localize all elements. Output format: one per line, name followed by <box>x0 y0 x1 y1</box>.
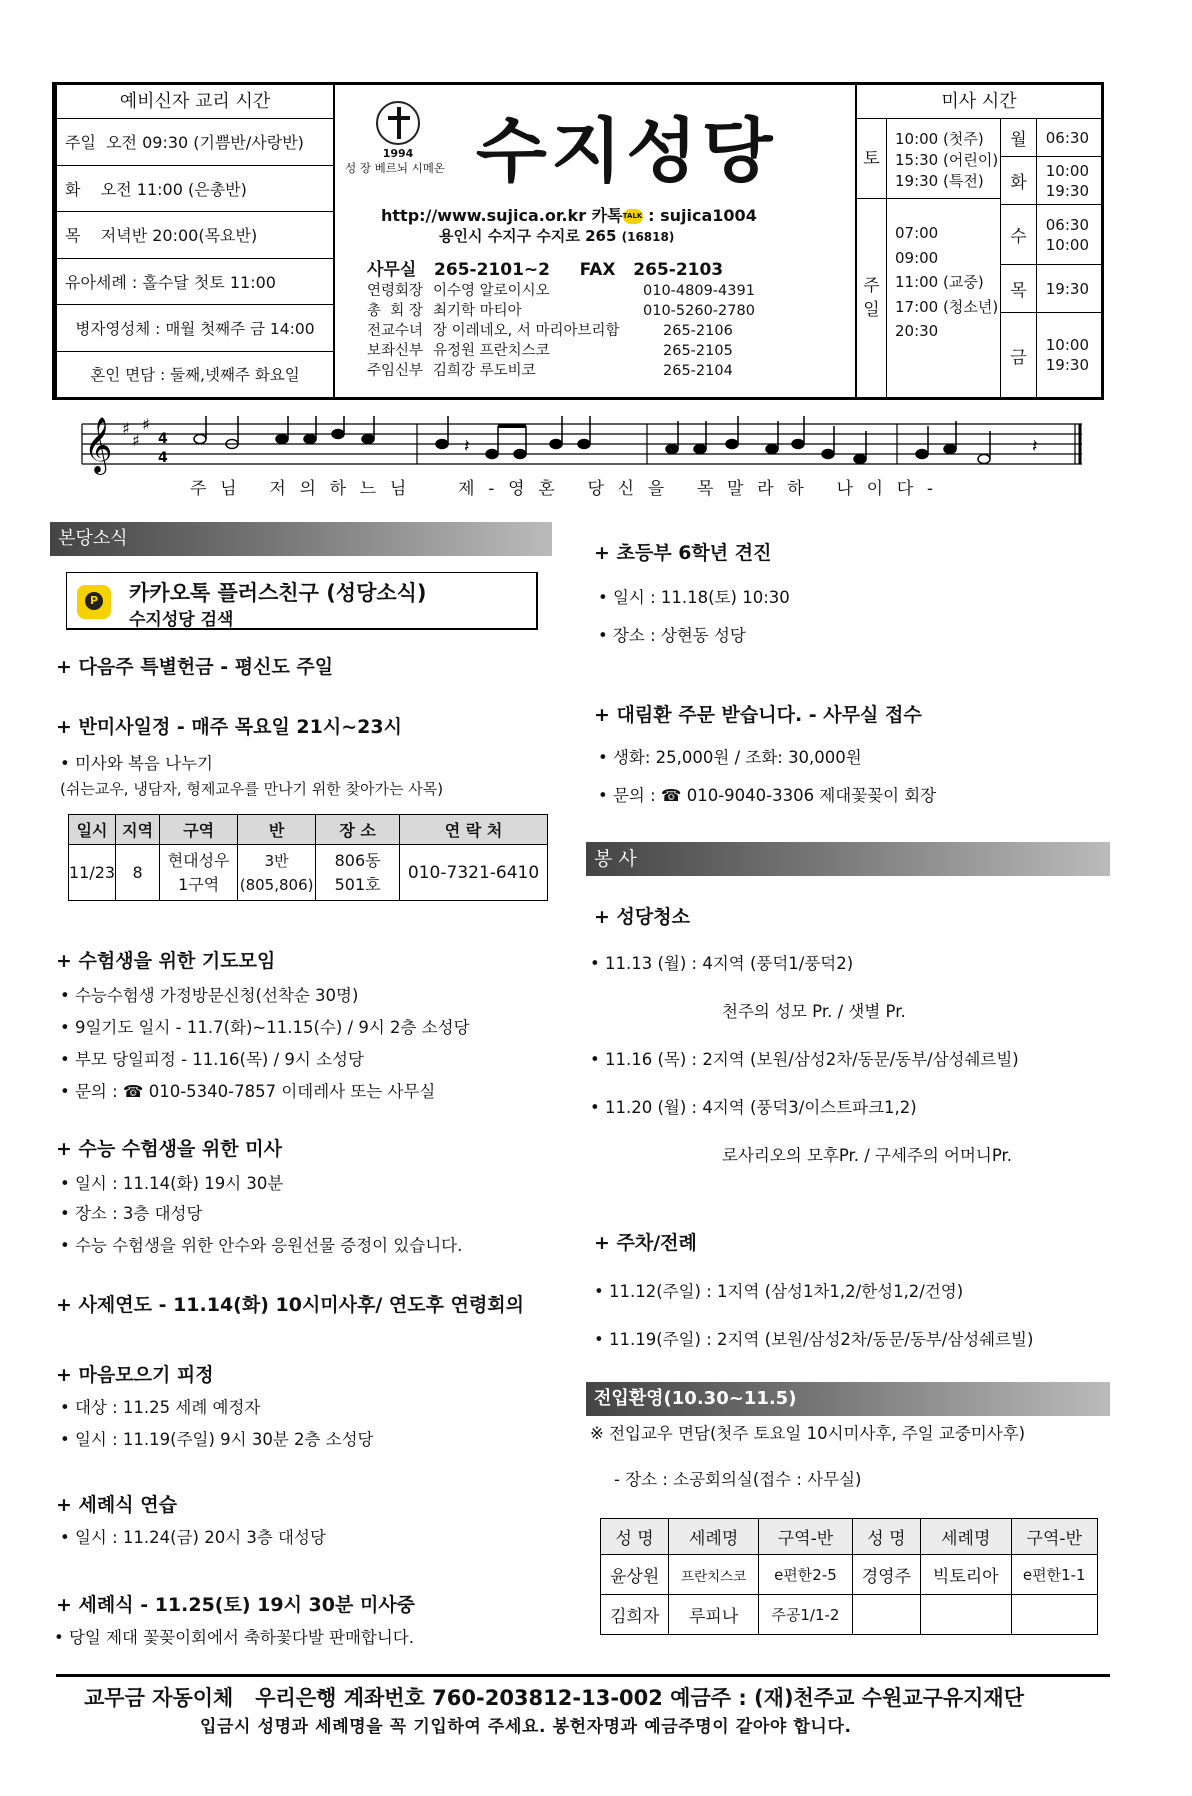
table-header: 일시 <box>69 815 116 845</box>
sharp-icon: ♯ <box>132 431 140 450</box>
staff-name: 최기학 마티아 <box>433 303 522 319</box>
day-label: 수 <box>1001 205 1037 264</box>
postcode: (16818) <box>621 230 675 244</box>
bulletin-header <box>52 82 1104 400</box>
staff-phone: 010-4809-4391 <box>643 283 755 299</box>
catechism-row: 화 오전 11:00 (은총반) <box>57 166 333 213</box>
priest-year-heading: + 사제연도 - 11.14(화) 10시미사후/ 연도후 연령회의 <box>56 1294 525 1316</box>
table-cell: e편한2-5 <box>759 1555 853 1595</box>
staff-name: 김희강 루도비코 <box>433 363 536 379</box>
list-item: • 9일기도 일시 - 11.7(화)~11.15(수) / 9시 2층 소성당 <box>60 1018 470 1037</box>
list-item: • 일시 : 11.19(주일) 9시 30분 2층 소성당 <box>60 1430 374 1449</box>
treble-clef-icon: 𝄞 <box>84 417 113 473</box>
list-item: • 장소 : 3층 대성당 <box>60 1204 203 1223</box>
ban-mass-heading: + 반미사일정 - 매주 목요일 21시~23시 <box>56 716 402 738</box>
staff-name: 장 이레네오, 서 마리아브리함 <box>433 323 620 339</box>
staff-row <box>367 281 787 301</box>
weekday-row <box>1001 313 1101 397</box>
office-phone: 265-2101~2 <box>434 260 550 280</box>
table-cell: 010-7321-6410 <box>400 845 548 901</box>
kakao-plus-icon <box>77 585 111 619</box>
sharp-icon: ♯ <box>142 416 150 434</box>
mass-time: 19:30 <box>1045 279 1089 298</box>
list-item: 천주의 성모 Pr. / 샛별 Pr. <box>722 1002 906 1021</box>
mass-time: 20:30 <box>895 322 939 340</box>
table-cell: 11/23 <box>69 845 116 901</box>
parish-logo <box>343 101 453 197</box>
table-header: 구역-반 <box>1011 1519 1098 1555</box>
table-cell: 빅토리아 <box>921 1555 1012 1595</box>
list-item: • 일시 : 11.14(화) 19시 30분 <box>60 1174 284 1193</box>
cleaning-heading: + 성당청소 <box>594 906 690 928</box>
list-item: • 문의 : ☎ 010-5340-7857 이데레사 또는 사무실 <box>60 1082 436 1101</box>
footer-divider <box>56 1674 1110 1677</box>
exam-prayer-heading: + 수험생을 위한 기도모임 <box>56 950 276 972</box>
parish-info <box>335 85 857 397</box>
staff-list <box>367 281 787 381</box>
kakao-talk-icon: TALK <box>623 209 643 224</box>
table-header: 성 명 <box>852 1519 920 1555</box>
ban-mass-item: • 미사와 복음 나누기 <box>60 754 213 773</box>
section-title-welcome: 전입환영(10.30~11.5) <box>586 1382 1110 1416</box>
mass-time: 07:00 <box>895 224 939 242</box>
list-item: • 11.20 (월) : 4지역 (풍덕3/이스트파크1,2) <box>590 1098 917 1117</box>
baptism-practice-heading: + 세례식 연습 <box>56 1494 177 1516</box>
time-signature: 4 <box>158 431 168 447</box>
website-link[interactable]: http://www.sujica.or.kr <box>381 206 587 225</box>
deposit-note: 입금시 성명과 세례명을 꼭 기입하여 주세요. 봉헌자명과 예금주명이 같아야 합니다. <box>200 1717 852 1737</box>
weekday-row <box>1001 157 1101 205</box>
welcome-table <box>600 1518 1098 1635</box>
table-header: 세례명 <box>669 1519 759 1555</box>
next-week-offering: + 다음주 특별헌금 - 평신도 주일 <box>56 656 334 678</box>
staff-row <box>367 321 787 341</box>
table-cell <box>921 1595 1012 1635</box>
list-item: • 당일 제대 꽃꽂이회에서 축하꽃다발 판매합니다. <box>54 1628 414 1647</box>
fax-label: FAX <box>579 260 616 280</box>
fax-number: 265-2103 <box>633 260 724 280</box>
weekday-mass <box>1001 119 1101 397</box>
advent-wreath-heading: + 대림환 주문 받습니다. - 사무실 접수 <box>594 704 922 726</box>
ban-mass-table <box>68 814 548 901</box>
staff-role: 연령회장 <box>367 283 424 299</box>
mass-time: 19:30 (특전) <box>895 172 984 190</box>
table-cell: 김희자 <box>601 1595 669 1635</box>
list-item: • 부모 당일피정 - 11.16(목) / 9시 소성당 <box>60 1050 364 1069</box>
saturday-mass <box>857 119 1000 199</box>
table-header: 구역 <box>160 815 238 845</box>
table-row <box>601 1595 1098 1635</box>
mass-time: 19:30 <box>1045 356 1089 374</box>
mass-time: 19:30 <box>1045 181 1089 200</box>
office-label: 사무실 <box>367 260 417 280</box>
list-item: • 11.12(주일) : 1지역 (삼성1차1,2/한성1,2/건영) <box>594 1282 964 1301</box>
staff-phone: 010-5260-2780 <box>643 303 755 319</box>
list-item: • 장소 : 상현동 성당 <box>598 626 746 645</box>
list-item: 로사리오의 모후Pr. / 구세주의 어머니Pr. <box>722 1146 1013 1165</box>
table-header: 연 락 처 <box>400 815 548 845</box>
mass-time: 06:30 <box>1045 128 1089 147</box>
kakao-plus-friend-box <box>66 572 538 630</box>
kakao-label: 카톡 <box>591 206 623 225</box>
rest-icon: 𝄽 <box>464 436 470 457</box>
catechism-row: 주일 오전 09:30 (기쁨반/사랑반) <box>57 119 333 166</box>
table-cell: 806동 501호 <box>316 845 400 901</box>
confirmation-heading: + 초등부 6학년 견진 <box>594 542 772 564</box>
list-item: • 대상 : 11.25 세례 예정자 <box>60 1398 261 1417</box>
kakao-box-title: 카카오톡 플러스친구 (성당소식) <box>129 581 427 605</box>
baptism-heading: + 세례식 - 11.25(토) 19시 30분 미사중 <box>56 1594 416 1616</box>
staff-role: 총 회 장 <box>367 303 423 319</box>
day-label: 주 일 <box>857 199 887 397</box>
table-row <box>601 1555 1098 1595</box>
kakao-id: : sujica1004 <box>648 206 757 225</box>
table-row <box>69 845 548 901</box>
day-label: 목 <box>1001 265 1037 312</box>
table-header: 지역 <box>116 815 160 845</box>
staff-role: 전교수녀 <box>367 323 424 339</box>
staff-phone: 265-2104 <box>663 363 733 379</box>
rest-icon: 𝄽 <box>1032 436 1038 457</box>
catechism-row: 목 저녁반 20:00(목요반) <box>57 212 333 259</box>
list-item: • 일시 : 11.24(금) 20시 3층 대성당 <box>60 1528 326 1547</box>
auto-transfer-info: 교무금 자동이체 우리은행 계좌번호 760-203812-13-002 예금주 : (재)천주교 수원교구유지재단 <box>84 1686 1024 1710</box>
staff-row <box>367 361 787 381</box>
list-item: • 11.16 (목) : 2지역 (보원/삼성2차/동문/동부/삼성쉐르빌) <box>590 1050 1019 1069</box>
mass-time: 17:00 (청소년) <box>895 297 999 316</box>
table-header: 세례명 <box>921 1519 1012 1555</box>
day-label: 금 <box>1001 313 1037 397</box>
staff-phone: 265-2105 <box>663 343 733 359</box>
weekday-row <box>1001 205 1101 265</box>
table-cell: 3반 (805,806) <box>238 845 316 901</box>
day-label: 화 <box>1001 157 1037 204</box>
list-item: • 수능 수험생을 위한 안수와 응원선물 증정이 있습니다. <box>60 1236 463 1255</box>
welcome-note: ※ 전입교우 면담(첫주 토요일 10시미사후, 주일 교중미사후) <box>590 1424 1026 1443</box>
staff-name: 이수영 알로이시오 <box>433 283 550 299</box>
exam-mass-heading: + 수능 수험생을 위한 미사 <box>56 1138 282 1160</box>
parking-heading: + 주차/전례 <box>594 1232 697 1254</box>
table-cell: 8 <box>116 845 160 901</box>
catechism-row: 혼인 면담 : 둘째,넷째주 화요일 <box>90 366 300 385</box>
mass-time: 15:30 (어린이) <box>895 151 999 169</box>
sharp-icon: ♯ <box>122 419 130 438</box>
staff-role: 보좌신부 <box>367 343 424 359</box>
mass-times <box>857 85 1101 397</box>
catechism-row: 유아세례 : 홀수달 첫토 11:00 <box>57 259 333 306</box>
mass-time: 11:00 (교중) <box>895 273 984 291</box>
mass-time: 10:00 (첫주) <box>895 130 984 148</box>
time-signature: 4 <box>158 450 168 466</box>
welcome-place: - 장소 : 소공회의실(접수 : 사무실) <box>614 1470 862 1489</box>
mass-time: 06:30 <box>1045 215 1089 234</box>
section-title-parish-news: 본당소식 <box>50 522 552 556</box>
kakao-box-subtitle: 수지성당 검색 <box>129 610 234 630</box>
table-cell: 루피나 <box>669 1595 759 1635</box>
staff-row <box>367 341 787 361</box>
table-header: 구역-반 <box>759 1519 853 1555</box>
weekday-row <box>1001 119 1101 157</box>
parish-name: 수지성당 <box>475 110 777 192</box>
retreat-heading: + 마음모으기 피정 <box>56 1364 214 1386</box>
table-header: 반 <box>238 815 316 845</box>
section-title-service: 봉 사 <box>586 842 1110 876</box>
table-cell: 윤상원 <box>601 1555 669 1595</box>
table-cell: 경영주 <box>852 1555 920 1595</box>
logo-year: 1994 <box>382 147 414 160</box>
cross-emblem-icon <box>376 101 420 145</box>
table-header: 성 명 <box>601 1519 669 1555</box>
table-header: 장 소 <box>316 815 400 845</box>
table-cell: e편한1-1 <box>1011 1555 1098 1595</box>
staff-row <box>367 301 787 321</box>
table-cell: 주공1/1-2 <box>759 1595 853 1635</box>
catechism-row: 병자영성체 : 매월 첫째주 금 14:00 <box>57 305 333 352</box>
staff-name: 유정원 프란치스코 <box>433 343 550 359</box>
list-item: • 생화: 25,000원 / 조화: 30,000원 <box>598 748 862 767</box>
contact-line <box>381 203 757 226</box>
day-label: 토 <box>857 119 887 198</box>
table-cell: 프란치스코 <box>669 1555 759 1595</box>
staff-role: 주임신부 <box>367 363 424 379</box>
list-item: • 일시 : 11.18(토) 10:30 <box>598 588 790 607</box>
hymn-lyrics: 주님 저의하느님 제-영혼 당신을 목말라하 나이다- <box>190 479 947 499</box>
staff-phone: 265-2106 <box>663 323 733 339</box>
mass-time: 09:00 <box>895 248 939 267</box>
mass-time: 10:00 <box>1045 336 1089 354</box>
logo-patron: 성 장 베르뇌 시메온 <box>345 161 445 175</box>
sunday-mass <box>857 199 1000 397</box>
weekday-row <box>1001 265 1101 313</box>
table-cell <box>852 1595 920 1635</box>
mass-time: 10:00 <box>1045 161 1089 180</box>
day-label: 월 <box>1001 119 1037 156</box>
mass-time: 10:00 <box>1045 235 1089 254</box>
list-item: • 수능수험생 가정방문신청(선착순 30명) <box>60 986 359 1005</box>
catechism-title: 예비신자 교리 시간 <box>57 85 333 119</box>
list-item: • 문의 : ☎ 010-9040-3306 제대꽃꽂이 회장 <box>598 786 937 805</box>
list-item: • 11.13 (월) : 4지역 (풍덕1/풍덕2) <box>590 954 854 973</box>
mass-times-title: 미사 시간 <box>857 85 1101 119</box>
office-contact <box>367 255 723 280</box>
table-cell <box>1011 1595 1098 1635</box>
ban-mass-note: (쉬는교우, 냉담자, 형제교우를 만나기 위한 찾아가는 사목) <box>60 780 444 798</box>
address-text: 용인시 수지구 수지로 265 <box>439 227 617 245</box>
catechism-schedule <box>57 85 335 397</box>
table-cell: 현대성우 1구역 <box>160 845 238 901</box>
list-item: • 11.19(주일) : 2지역 (보원/삼성2차/동문/동부/삼성쉐르빌) <box>594 1330 1034 1349</box>
address <box>439 225 674 246</box>
